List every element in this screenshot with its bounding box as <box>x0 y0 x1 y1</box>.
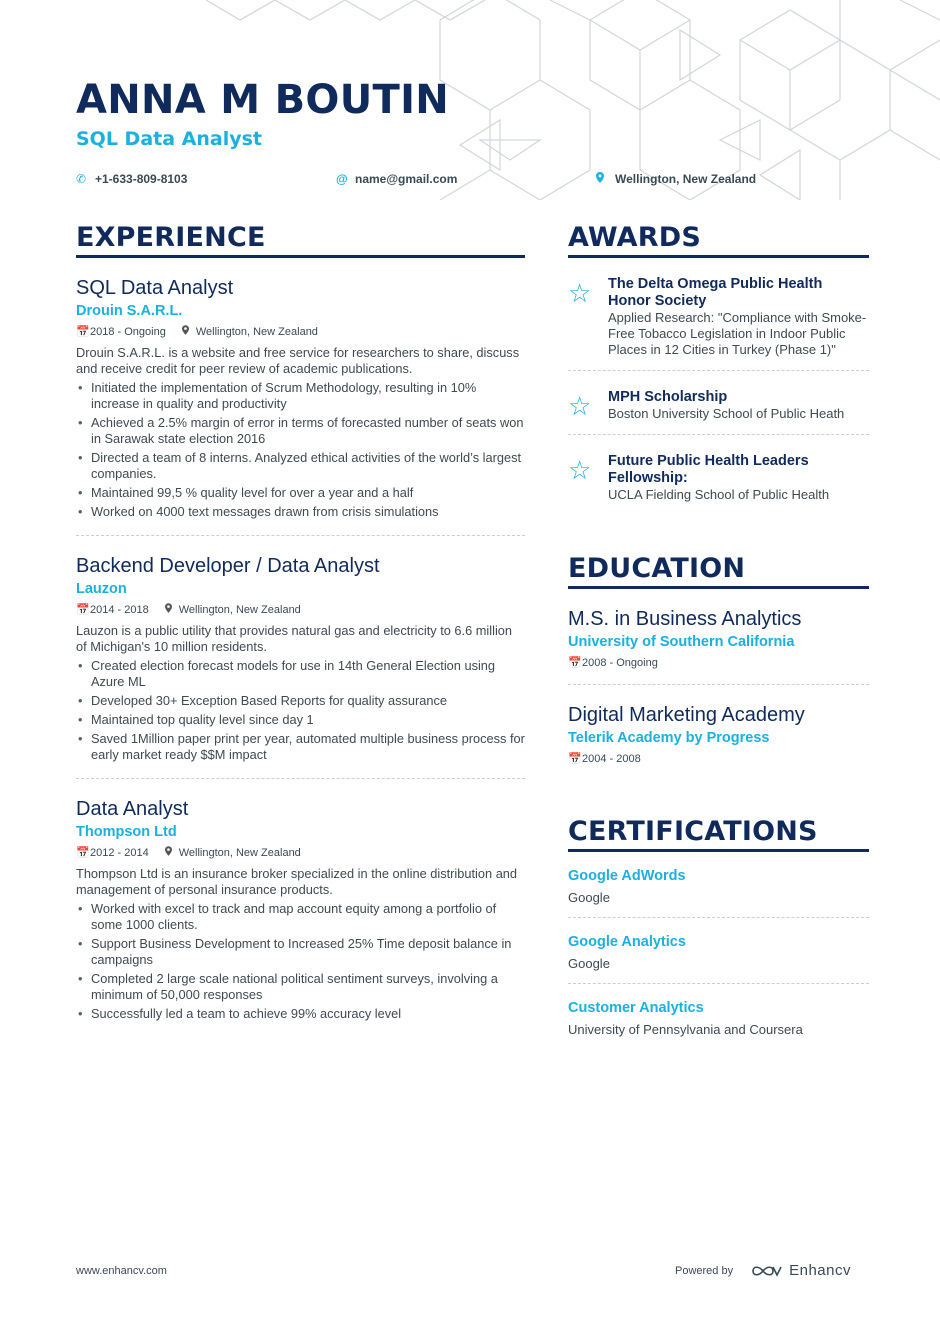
job-bullets <box>76 658 525 763</box>
education-dates: 2008 - Ongoing <box>582 657 658 669</box>
email-text: name@gmail.com <box>355 172 458 186</box>
location-text: Wellington, New Zealand <box>615 172 757 186</box>
degree-title: Digital Marketing Academy <box>568 704 805 726</box>
map-pin-icon <box>165 844 179 862</box>
calendar-icon: 📅 <box>568 657 582 669</box>
job-meta <box>76 323 525 341</box>
experience-item <box>76 779 525 1037</box>
enhancv-logo-icon <box>751 1263 783 1279</box>
calendar-icon: 📅 <box>568 753 582 765</box>
job-description: Drouin S.A.R.L. is a website and free service for researchers to share, discuss and receive credit for peer review of academic publications. <box>76 345 520 376</box>
job-title: Backend Developer / Data Analyst <box>76 555 380 577</box>
award-item <box>568 435 869 515</box>
certification-org: Google <box>568 956 610 971</box>
education-heading: EDUCATION <box>568 553 869 589</box>
company-name: Thompson Ltd <box>76 824 177 840</box>
job-title: Data Analyst <box>76 798 189 820</box>
award-title: The Delta Omega Public Health Honor Society <box>608 276 823 309</box>
bullet-item: • Directed a team of 8 interns. Analyzed ethical activities of the world’s largest companies. <box>76 450 525 482</box>
company-name: Drouin S.A.R.L. <box>76 303 183 319</box>
bullet-item: • Worked with excel to track and map account equity among a portfolio of some 1000 clients. <box>76 901 525 933</box>
phone-icon: ✆ <box>76 172 87 186</box>
star-icon: ☆ <box>568 278 592 308</box>
job-location: Wellington, New Zealand <box>178 604 301 616</box>
certification-title: Google Analytics <box>568 934 686 950</box>
enhancv-logo <box>751 1262 851 1279</box>
right-column <box>568 222 869 1049</box>
job-dates: 2012 - 2014 <box>90 847 149 859</box>
candidate-name: ANNA M BOUTIN <box>76 77 450 123</box>
job-description: Thompson Ltd is an insurance broker specialized in the online distribution and management of personal insurance products. <box>76 866 518 897</box>
resume-header <box>76 76 876 152</box>
bullet-item: • Support Business Development to Increased 25% Time deposit balance in campaigns <box>76 936 525 968</box>
job-dates: 2018 - Ongoing <box>90 326 166 338</box>
bullet-item: • Worked on 4000 text messages drawn from crisis simulations <box>76 504 525 520</box>
bullet-item: • Achieved a 2.5% margin of error in terms of forecasted number of seats won in Sarawak state election 2016 <box>76 415 525 447</box>
powered-by-label: Powered by <box>675 1264 734 1277</box>
experience-item <box>76 536 525 779</box>
calendar-icon: 📅 <box>76 604 90 616</box>
award-description: UCLA Fielding School of Public Health <box>608 487 830 502</box>
phone-text: +1-633-809-8103 <box>95 172 188 186</box>
certification-title: Google AdWords <box>568 868 686 884</box>
job-meta <box>76 844 525 862</box>
award-title: Future Public Health Leaders Fellowship: <box>608 453 809 486</box>
certification-item <box>568 984 869 1049</box>
contact-email[interactable] <box>336 171 457 187</box>
contact-location <box>596 171 756 187</box>
certification-org: University of Pennsylvania and Coursera <box>568 1022 803 1037</box>
job-title: SQL Data Analyst <box>76 277 234 299</box>
award-title: MPH Scholarship <box>608 389 728 405</box>
experience-heading: EXPERIENCE <box>76 222 525 258</box>
bullet-item: • Maintained top quality level since day 1 <box>76 712 525 728</box>
company-name: Lauzon <box>76 581 127 597</box>
contact-phone[interactable] <box>76 171 187 187</box>
job-bullets <box>76 901 525 1022</box>
job-dates: 2014 - 2018 <box>90 604 149 616</box>
star-icon: ☆ <box>568 455 592 485</box>
awards-heading: AWARDS <box>568 222 869 258</box>
footer-website-link[interactable]: www.enhancv.com <box>76 1265 167 1277</box>
school-name: Telerik Academy by Progress <box>568 730 770 746</box>
experience-item <box>76 258 525 536</box>
footer-branding[interactable] <box>675 1262 851 1279</box>
calendar-icon: 📅 <box>76 847 90 859</box>
award-description: Applied Research: "Compliance with Smoke-Free Tobacco Legislation in Indoor Public Places in 12 Cities in Turkey (Phase 1)" <box>608 310 867 357</box>
bullet-item: • Saved 1Million paper print per year, automated multiple business process for early market ready $$M impact <box>76 731 525 763</box>
candidate-title: SQL Data Analyst <box>76 128 263 150</box>
education-meta <box>568 654 869 672</box>
at-icon: @ <box>336 172 348 186</box>
map-pin-icon <box>596 171 610 187</box>
certification-title: Customer Analytics <box>568 1000 704 1016</box>
calendar-icon: 📅 <box>76 326 90 338</box>
star-icon: ☆ <box>568 391 592 421</box>
left-column <box>76 222 525 1037</box>
award-description: Boston University School of Public Heath <box>608 406 845 421</box>
award-item <box>568 371 869 435</box>
education-dates: 2004 - 2008 <box>582 753 641 765</box>
bullet-item: • Completed 2 large scale national political sentiment surveys, involving a minimum of 50,000 responses <box>76 971 525 1003</box>
job-location: Wellington, New Zealand <box>195 326 318 338</box>
certification-item <box>568 852 869 918</box>
brand-name: Enhancv <box>789 1262 851 1279</box>
degree-title: M.S. in Business Analytics <box>568 608 802 630</box>
bullet-item: • Successfully led a team to achieve 99% accuracy level <box>76 1006 525 1022</box>
certification-item <box>568 918 869 984</box>
map-pin-icon <box>182 323 196 341</box>
contact-bar <box>76 171 876 189</box>
certification-org: Google <box>568 890 610 905</box>
award-item <box>568 258 869 371</box>
education-item <box>568 589 869 685</box>
job-meta <box>76 601 525 619</box>
job-location: Wellington, New Zealand <box>178 847 301 859</box>
certifications-heading: CERTIFICATIONS <box>568 816 869 852</box>
bullet-item: • Developed 30+ Exception Based Reports for quality assurance <box>76 693 525 709</box>
job-bullets <box>76 380 525 520</box>
bullet-item: • Created election forecast models for use in 14th General Election using Azure ML <box>76 658 525 690</box>
map-pin-icon <box>165 601 179 619</box>
bullet-item: • Maintained 99,5 % quality level for over a year and a half <box>76 485 525 501</box>
education-meta <box>568 750 869 768</box>
bullet-item: • Initiated the implementation of Scrum Methodology, resulting in 10% increase in quality and productivity <box>76 380 525 412</box>
education-item <box>568 685 869 780</box>
school-name: University of Southern California <box>568 634 795 650</box>
job-description: Lauzon is a public utility that provides natural gas and electricity to 6.6 million of Michigan's 10 million residents. <box>76 623 513 654</box>
